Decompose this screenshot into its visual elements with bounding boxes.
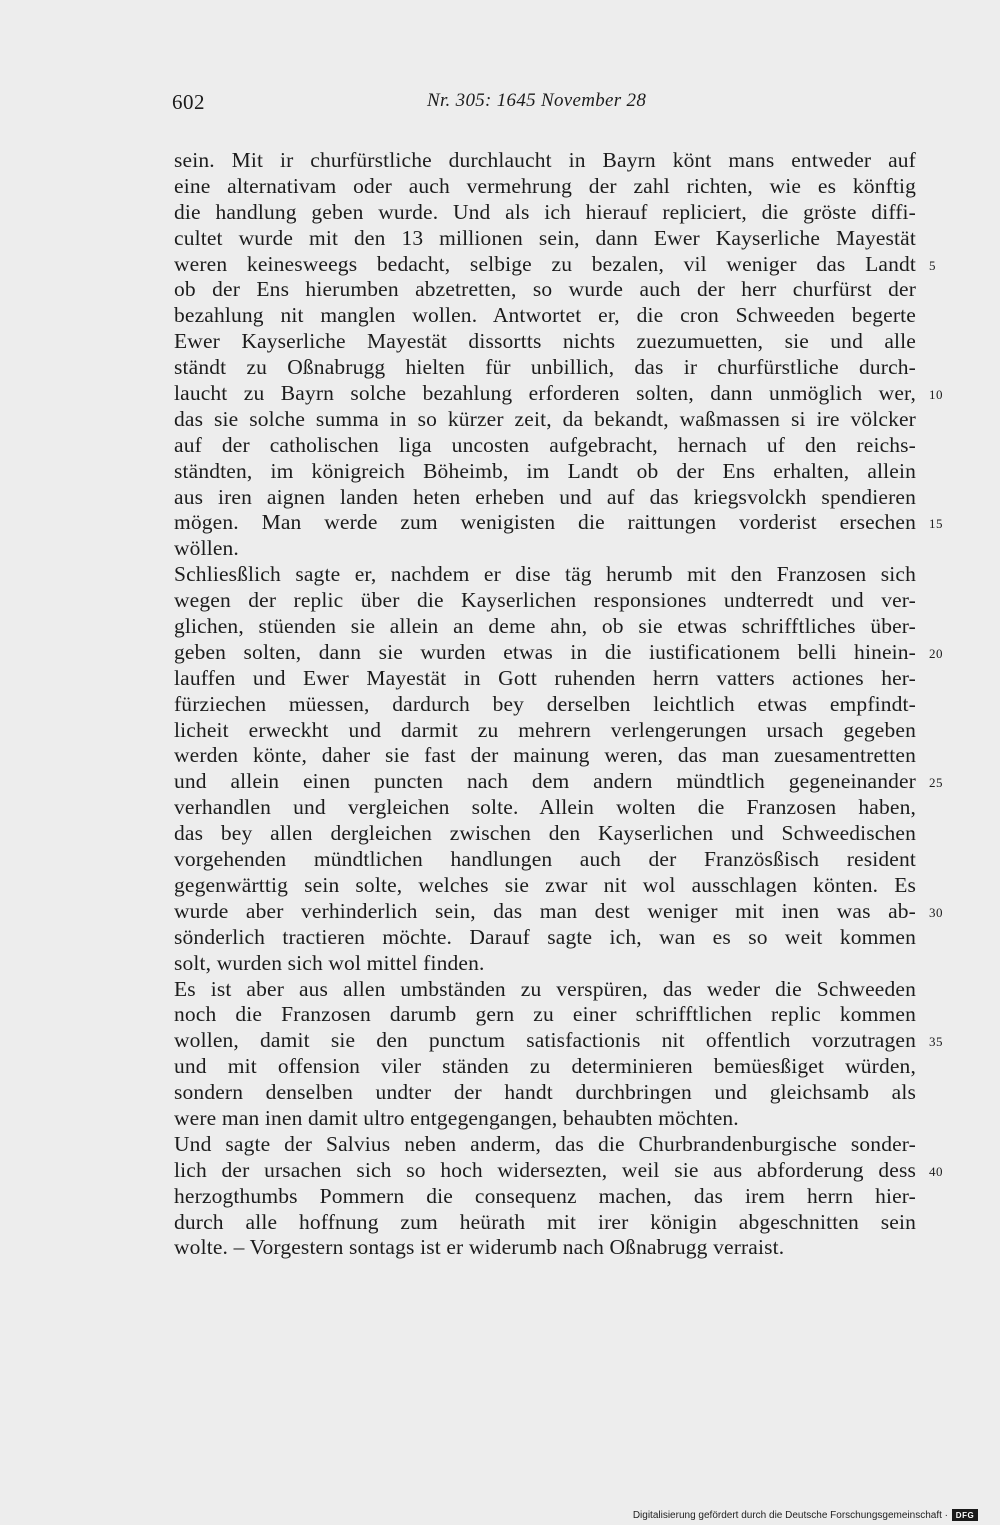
text-line-content: wurde aber verhinderlich sein, das man dest weniger mit inen was ab- bbox=[174, 898, 916, 923]
text-line bbox=[174, 718, 916, 744]
text-line bbox=[174, 277, 916, 303]
text-line bbox=[174, 200, 916, 226]
text-line-content: wollen, damit sie den punctum satisfactionis nit offentlich vorzutragen bbox=[174, 1028, 916, 1053]
text-line-content: laucht zu Bayrn solche bezahlung erforderen solten, dann unmöglich wer, bbox=[174, 381, 916, 406]
text-line-content: eine alternativam oder auch vermehrung der zahl richten, wie es könftig bbox=[174, 173, 916, 198]
text-line-content: wöllen. bbox=[174, 536, 239, 561]
text-line-content: noch die Franzosen darumb gern zu einer schrifftlichen replic kommen bbox=[174, 1002, 916, 1027]
text-line bbox=[174, 847, 916, 873]
text-line-content: Und sagte der Salvius neben anderm, das die Churbrandenburgische sonder- bbox=[174, 1131, 916, 1156]
text-line bbox=[174, 407, 916, 433]
text-line-content: glichen, stüenden sie allein an deme ahn, ob sie etwas schrifftliches über- bbox=[174, 614, 916, 639]
text-line-content: Schliesßlich sagte er, nachdem er dise täg herumb mit den Franzosen sich bbox=[174, 562, 916, 587]
text-line bbox=[174, 485, 916, 511]
text-line-content: auf der catholischen liga uncosten aufgebracht, hernach uf den reichs- bbox=[174, 432, 916, 457]
body-text bbox=[174, 148, 943, 1261]
text-line-content: wegen der replic über die Kayserlichen responsiones undterredt und ver- bbox=[174, 588, 916, 613]
text-line bbox=[174, 977, 916, 1003]
text-line bbox=[174, 1054, 916, 1080]
text-line bbox=[174, 692, 916, 718]
text-line bbox=[174, 1002, 916, 1028]
text-line bbox=[174, 898, 943, 925]
text-line-content: mögen. Man werde zum wenigisten die raittungen vorderist ersechen bbox=[174, 510, 916, 535]
text-line-content: wolte. – Vorgestern sontags ist er widerumb nach Oßnabrugg verraist. bbox=[174, 1235, 785, 1260]
text-line bbox=[174, 1157, 943, 1184]
text-line-content: und mit offension viler ständen zu determinieren bemüesßiget würden, bbox=[174, 1054, 916, 1079]
page-header bbox=[172, 90, 917, 126]
text-line bbox=[174, 1184, 916, 1210]
footer-credit bbox=[633, 1508, 978, 1522]
text-line-content: solt, wurden sich wol mittel finden. bbox=[174, 950, 485, 975]
text-line bbox=[174, 588, 916, 614]
text-line-content: ständt zu Oßnabrugg hielten für unbillich, das ir churfürstliche durch- bbox=[174, 355, 916, 380]
text-line bbox=[174, 1028, 943, 1054]
text-line bbox=[174, 951, 916, 977]
text-line-content: und allein einen puncten nach dem andern mündtlich gegeneinander bbox=[174, 769, 916, 794]
funding-credit-text: Digitalisierung gefördert durch die Deutsche Forschungsgemeinschaft · bbox=[632, 1509, 948, 1521]
text-line-content: weren keinesweegs bedacht, selbige zu bezalen, vil weniger das Landt bbox=[174, 251, 916, 276]
text-line-content: ob der Ens hierumben abzetretten, so wurde auch der herr churfürst der bbox=[174, 277, 916, 302]
text-line-content: sondern denselben undter der handt durchbringen und gleichsamb als bbox=[174, 1080, 916, 1105]
text-line bbox=[174, 925, 916, 951]
text-line bbox=[174, 510, 943, 536]
text-line-content: herzogthumbs Pommern die consequenz machen, das irem herrn hier- bbox=[174, 1183, 916, 1208]
text-line bbox=[174, 381, 943, 407]
text-line-content: vorgehenden mündtlichen handlungen auch der Französßisch resident bbox=[174, 847, 916, 872]
text-line-content: verhandlen und vergleichen solte. Allein wolten die Franzosen haben, bbox=[174, 795, 916, 820]
text-line-content: durch alle hoffnung zum heürath mit irer königin abgeschnitten sein bbox=[174, 1209, 916, 1234]
line-number: 20 bbox=[929, 645, 943, 661]
dfg-logo-icon: DFG bbox=[952, 1509, 978, 1521]
line-number: 5 bbox=[929, 257, 936, 273]
line-number: 30 bbox=[929, 904, 943, 920]
text-line-content: gegenwärttig sein solte, welches sie zwar nit wol ausschlagen könten. Es bbox=[174, 872, 916, 897]
text-line bbox=[174, 1210, 916, 1236]
text-line bbox=[174, 148, 916, 174]
text-line bbox=[174, 329, 916, 355]
text-line-content: Es ist aber aus allen umbständen zu verspüren, das weder die Schweeden bbox=[174, 976, 916, 1001]
text-line bbox=[174, 251, 936, 278]
text-line-content: geben solten, dann sie wurden etwas in die iustificationem belli hinein- bbox=[174, 639, 916, 664]
text-line-content: Ewer Kayserliche Mayestät dissortts nichts zuezumuetten, sie und alle bbox=[174, 329, 916, 354]
text-line-content: sein. Mit ir churfürstliche durchlaucht in Bayrn könt mans entweder auf bbox=[174, 148, 916, 172]
text-line bbox=[174, 459, 916, 485]
text-line bbox=[174, 562, 916, 588]
line-number: 15 bbox=[929, 516, 943, 532]
text-line bbox=[174, 639, 943, 666]
text-line bbox=[174, 226, 916, 252]
page-number: 602 bbox=[172, 90, 205, 114]
text-line bbox=[174, 303, 916, 329]
text-line-content: licheit erweckht und darmit zu mehrern verlengerungen ursach gegeben bbox=[174, 717, 916, 742]
running-title: Nr. 305: 1645 November 28 bbox=[427, 90, 647, 111]
line-number: 35 bbox=[929, 1034, 943, 1050]
text-line-content: das sie solche summa in so kürzer zeit, da bekandt, waßmassen si ire völcker bbox=[174, 406, 916, 431]
line-number: 10 bbox=[929, 387, 943, 403]
text-line bbox=[174, 821, 916, 847]
text-line-content: lich der ursachen sich so hoch widersezten, weil sie aus abforderung dess bbox=[174, 1157, 916, 1182]
text-line bbox=[174, 795, 916, 821]
text-line bbox=[174, 1080, 916, 1106]
text-line-content: bezahlung nit manglen wollen. Antwortet er, die cron Schweeden begerte bbox=[174, 303, 916, 328]
text-line bbox=[174, 1132, 916, 1158]
text-line-content: sönderlich tractieren möchte. Darauf sagte ich, wan es so weit kommen bbox=[174, 924, 916, 949]
text-line bbox=[174, 433, 916, 459]
text-line bbox=[174, 666, 916, 692]
text-line bbox=[174, 769, 943, 795]
text-line bbox=[174, 1235, 916, 1261]
text-line bbox=[174, 1106, 916, 1132]
text-line-content: cultet wurde mit den 13 millionen sein, dann Ewer Kayserliche Mayestät bbox=[174, 225, 916, 250]
text-line bbox=[174, 536, 916, 562]
text-line-content: ständten, im königreich Böheimb, im Landt ob der Ens erhalten, allein bbox=[174, 458, 916, 483]
text-line-content: das bey allen dergleichen zwischen den Kayserlichen und Schweedischen bbox=[174, 821, 916, 846]
text-line bbox=[174, 743, 916, 769]
text-line bbox=[174, 614, 916, 640]
text-line-content: lauffen und Ewer Mayestät in Gott ruhenden herrn vatters actiones her- bbox=[174, 665, 916, 690]
line-number: 25 bbox=[929, 775, 943, 791]
text-line bbox=[174, 873, 916, 899]
line-number: 40 bbox=[929, 1163, 943, 1179]
text-line bbox=[174, 174, 916, 200]
text-line-content: fürziechen müessen, dardurch bey derselben leichtlich etwas empfindt- bbox=[174, 691, 916, 716]
text-line bbox=[174, 355, 916, 381]
text-line-content: werden könte, daher sie fast der mainung weren, das man zuesamentretten bbox=[174, 743, 916, 768]
text-line-content: aus iren aignen landen heten erheben und auf das kriegsvolckh spendieren bbox=[174, 484, 916, 509]
text-line-content: die handlung geben wurde. Und als ich hierauf repliciert, die gröste diffi- bbox=[174, 199, 916, 224]
text-line-content: were man inen damit ultro entgegengangen, behaubten möchten. bbox=[174, 1105, 739, 1130]
